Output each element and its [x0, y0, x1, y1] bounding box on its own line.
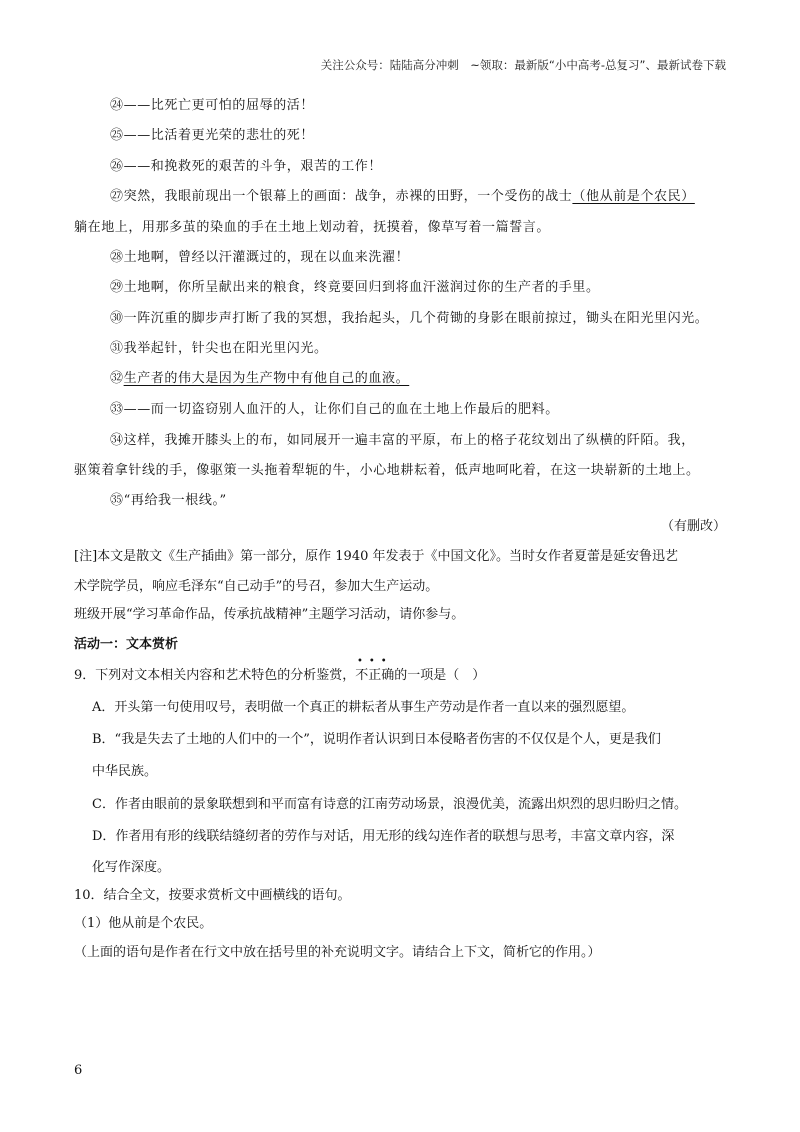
question-9-option-d-line1: D．作者用有形的线联结缝纫者的劳作与对话，用无形的线勾连作者的联想与思考，丰富文章内容，深 — [92, 829, 675, 844]
question-10-stem: 10．结合全文，按要求赏析文中画横线的语句。 — [74, 888, 351, 903]
paragraph-31: ㉛我举起针，针尖也在阳光里闪光。 — [110, 341, 328, 356]
underlined-sentence-producer: 生产者的伟大是因为生产物中有他自己的血液。 — [123, 371, 410, 386]
question-9-option-b-line1: B．“我是失去了土地的人们中的一个”，说明作者认识到日本侵略者伤害的不仅仅是个人，更是我们 — [92, 732, 661, 747]
question-9-prefix: 9．下列对文本相关内容和艺术特色的分析鉴赏， — [74, 668, 356, 683]
paragraph-34-line2: 驱策着拿针线的手，像驱策一头拖着犁轭的牛，小心地耕耘着，低声地呵叱着，在这一块崭新的土地上。 — [74, 463, 700, 478]
question-9-stem — [74, 656, 486, 686]
annotation-note-line1: [注]本文是散文《生产插曲》第一部分，原作 1940 年发表于《中国文化》。当时女作者夏蕾是延安鲁迅艺 — [74, 549, 678, 564]
paragraph-34-line1: ㉞这样，我摊开膝头上的布，如同展开一遍丰富的平原，布上的格子花纹划出了纵横的阡陌。我， — [110, 433, 695, 448]
activity-one-title: 活动一：文本赏析 — [74, 637, 179, 652]
paragraph-28: ㉘土地啊，曾经以汗灌溉过的，现在以血来洗濯！ — [110, 250, 410, 265]
question-9-option-b-line2: 中华民族。 — [92, 764, 158, 779]
paragraph-30: ㉚一阵沉重的脚步声打断了我的冥想，我抬起头，几个荷锄的身影在眼前掠过，锄头在阳光里闪光。 — [110, 311, 709, 326]
question-9-suffix: 的一项是（ ） — [394, 668, 486, 683]
question-10-sub-1-hint: （上面的语句是作者在行文中放在括号里的补充说明文字。请结合上下文，简析它的作用。） — [74, 945, 601, 960]
paragraph-24: ㉔——比死亡更可怕的屈辱的活！ — [110, 98, 315, 113]
annotation-note-line2: 术学院学员，响应毛泽东“自己动手”的号召，参加大生产运动。 — [74, 579, 439, 594]
page-number: 6 — [74, 1063, 83, 1078]
paragraph-35: ㉟“再给我一根线。” — [110, 493, 227, 508]
page-header: 关注公众号：陆陆高分冲刺 ~领取：最新版“小中高考-总复习”、最新试卷下载 — [320, 58, 726, 72]
paragraph-27-line2: 躺在地上，用那多茧的染血的手在土地上划动着，抚摸着，像草写着一篇誓言。 — [74, 220, 551, 235]
question-9-option-a: A．开头第一句使用叹号，表明做一个真正的耕耘者从事生产劳动是作者一直以来的强烈愿望。 — [92, 700, 635, 715]
edited-note: （有删改） — [660, 519, 726, 534]
paragraph-32-number: ㉜ — [110, 371, 124, 386]
question-9-option-c: C．作者由眼前的景象联想到和平而富有诗意的江南劳动场景，浪漫优美，流露出炽烈的思归盼归之情。 — [92, 797, 687, 812]
emphasis-not-correct — [355, 656, 395, 686]
paragraph-29: ㉙土地啊，你所呈献出来的粮食，终竟要回归到将血汗滋润过你的生产者的手里。 — [110, 280, 600, 295]
emphasis-text: 不正确 — [355, 668, 395, 683]
paragraph-26: ㉖——和挽救死的艰苦的斗争，艰苦的工作！ — [110, 159, 383, 174]
paragraph-25: ㉕——比活着更光荣的悲壮的死！ — [110, 128, 315, 143]
underlined-sentence-farmer: （他从前是个农民） — [572, 189, 695, 204]
paragraph-32 — [110, 369, 409, 389]
activity-intro: 班级开展“学习革命作品，传承抗战精神”主题学习活动，请你参与。 — [74, 607, 465, 622]
question-10-sub-1: （1）他从前是个农民。 — [74, 916, 213, 931]
question-9-option-d-line2: 化写作深度。 — [92, 860, 171, 875]
paragraph-33: ㉝——而一切盗窃别人血汗的人，让你们自己的血在土地上作最后的肥料。 — [110, 402, 559, 417]
paragraph-27-text: ㉗突然，我眼前现出一个银幕上的画面：战争，赤裸的田野，一个受伤的战士 — [110, 189, 573, 204]
emphasis-dots: ••• — [356, 656, 393, 667]
paragraph-27-line1 — [110, 187, 695, 207]
